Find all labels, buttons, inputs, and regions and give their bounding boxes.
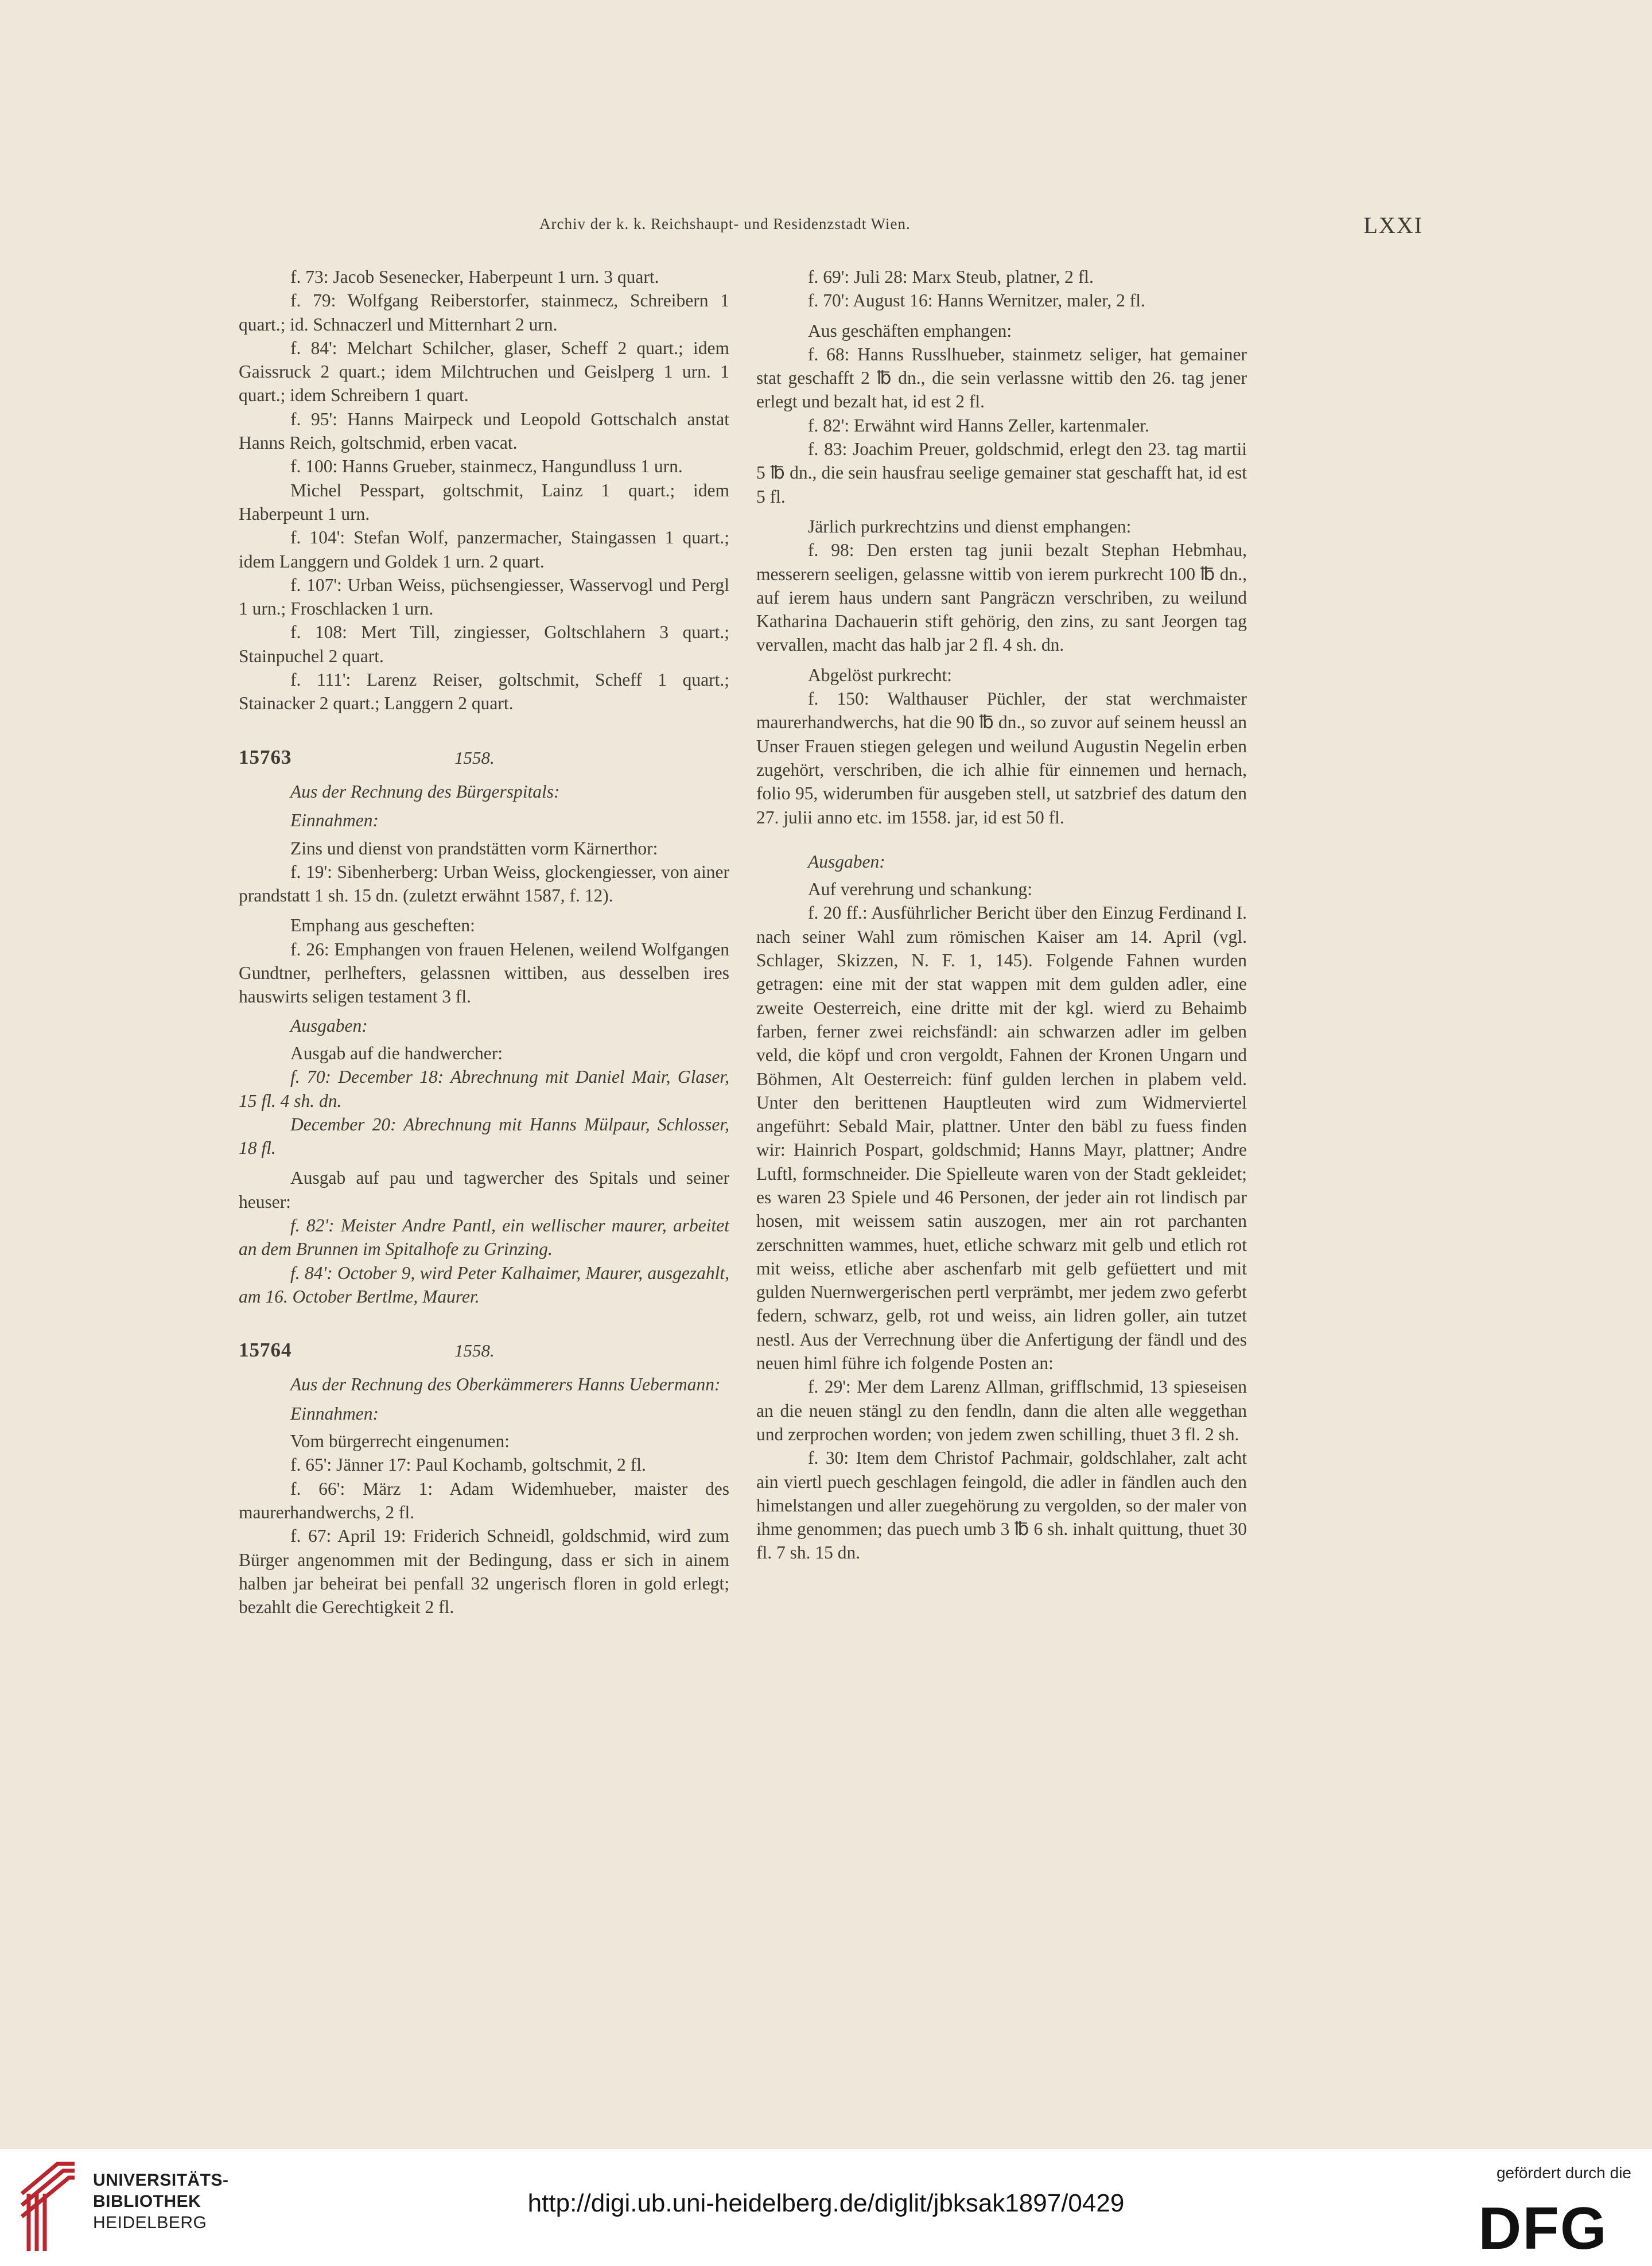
viewer-footer: [0, 2149, 1652, 2266]
left-para: f. 111': Larenz Reiser, goltschmit, Scheff 1 quart.; Stainacker 2 quart.; Langgern 2 quart.: [239, 670, 729, 714]
entry-number: 15764: [239, 1339, 292, 1362]
left-column: [239, 265, 729, 1619]
page-number: LXXI: [1363, 212, 1423, 238]
subheading: Ausgab auf pau und tagwercher des Spitals und seiner heuser:: [239, 1168, 729, 1212]
right-para: f. 98: Den ersten tag junii bezalt Stephan Hebmhau, messerern seeligen, gelassne wittib von ierem purkrecht 100 ℔ dn., auf ierem haus undern sant Pangräczn verschriben, zu weilund Katharina Dachauerin stift gehörig, den zins, zu sant Jeorgen tag vervallen, macht das halb jar 2 fl. 4 sh. dn.: [756, 540, 1247, 655]
right-para: f. 20 ff.: Ausführlicher Bericht über den Einzug Ferdinand I. nach seiner Wahl zum römischen Kaiser am 14. April (vgl. Schlager, Skizzen, N. F. 1, 145). Folgende Fahnen wurden getragen: eine mit der stat wappen mit dem gulden adler, eine zweite Oesterreich, eine dritte mit der kgl. wierd zu Behaimb farben, ferner zwei reichsfändl: ain schwarzen adler im gelben veld, die köpf und cron vergoldt, Fahnen der Kronen Ungarn und Böhmen, Alt Oesterreich: fünf gulden lerchen in plabem veld. Unter den berittenen Hauptleuten wird zum Widmerviertel angeführt: Sebald Mair, plattner. Unter den bäbl zu fuess finden wir: Hainrich Pospart, goldschmid; Hanns Mayr, plattner; Andre Luftl, formschneider. Die Spielleute waren von der Stadt gekleidet; es waren 23 Spiele und 46 Personen, der jeder ain rot lindisch par hosen, mit weissem satin auszogen, mer ain rot parchanten zerschnitten wammes, huet, etliche schwarz mit gelb und etlich rot mit weiss, etliche aber aschenfarb mit gelb gefüettert und mit gulden Nuernwergerischen pertl verprämbt, mer jedem zwo geferbt federn, schwarz, gelb, rot und weiss, ain lidren goller, ain tutzet nestl. Aus der Verrechnung über die Anfertigung der fändl und des neuen himl führe ich folgende Posten an:: [756, 903, 1247, 1374]
left-para: f. 67: April 19: Friderich Schneidl, goldschmid, wird zum Bürger angenommen mit der Bedingung, dass er sich in ainem halben jar beheirat bei penfall 32 ungerisch floren in gold erlegt; bezahlt die Gerechtigkeit 2 fl.: [239, 1526, 729, 1618]
dfg-logo-text: DFG: [1478, 2201, 1608, 2256]
entry-heading-15764: [239, 1338, 729, 1362]
subheading: Emphang aus gescheften:: [290, 915, 475, 936]
left-para: f. 108: Mert Till, zingiesser, Goltschlahern 3 quart.; Stainpuchel 2 quart.: [239, 622, 729, 666]
left-para: f. 100: Hanns Grueber, stainmecz, Hangundluss 1 urn.: [290, 456, 683, 477]
right-para: f. 30: Item dem Christof Pachmair, goldschlaher, zalt acht ain viertl puech geschlagen feingold, die adler in fändlen auch den himelstangen und aller zuegehörung zu vergolden, so der maler von ihme genommen; das puech umb 3 ℔ 6 sh. inhalt quittung, thuet 30 fl. 7 sh. 15 dn.: [756, 1448, 1247, 1563]
left-para: December 20: Abrechnung mit Hanns Mülpaur, Schlosser, 18 fl.: [239, 1114, 729, 1159]
right-para: f. 150: Walthauser Püchler, der stat werchmaister maurerhandwerchs, hat die 90 ℔ dn., so zuvor auf seinem heussl an Unser Frauen stiegen gelegen und weilund Augustin Negelin erben zugehört, verschriben, die ich alhie für einnemen und hernach, folio 95, widerumben für ausgeben stell, ut satzbrief des datum den 27. julii anno etc. im 1558. jar, id est 50 fl.: [756, 689, 1247, 827]
subheading: Järlich purkrechtzins und dienst emphangen:: [808, 516, 1132, 537]
section-einnahmen: Einnahmen:: [290, 810, 379, 831]
subheading: Zins und dienst von prandstätten vorm Kärnerthor:: [290, 838, 658, 858]
entry-year: 1558.: [454, 747, 495, 768]
source-note: Aus der Rechnung des Bürgerspitals:: [290, 781, 560, 802]
subheading: Auf verehrung und schankung:: [808, 879, 1033, 900]
funded-by-label: gefördert durch die: [1496, 2164, 1631, 2182]
left-para: f. 19': Sibenherberg: Urban Weiss, glockengiesser, von ainer prandstatt 1 sh. 15 dn. (zuletzt erwähnt 1587, f. 12).: [239, 861, 729, 906]
right-para: f. 70': August 16: Hanns Wernitzer, maler, 2 fl.: [808, 290, 1145, 311]
left-para: f. 65': Jänner 17: Paul Kochamb, goltschmit, 2 fl.: [290, 1455, 646, 1475]
section-ausgaben: Ausgaben:: [808, 851, 885, 872]
entry-number: 15763: [239, 745, 292, 768]
subheading: Aus geschäften emphangen:: [808, 320, 1012, 341]
right-para: f. 29': Mer dem Larenz Allman, grifflschmid, 13 spieseisen an die neuen stängl zu den fendln, dann die alten alle weggethan und zerprochen worden; von jedem zwen schilling, thuet 3 fl. 2 sh.: [756, 1377, 1247, 1444]
left-para: f. 104': Stefan Wolf, panzermacher, Staingassen 1 quart.; idem Langgern und Goldek 1 urn. 2 quart.: [239, 527, 729, 572]
subheading: Abgelöst purkrecht:: [808, 664, 953, 685]
left-para: f. 73: Jacob Sesenecker, Haberpeunt 1 urn. 3 quart.: [290, 267, 659, 287]
dfg-logo-icon: [1457, 2201, 1629, 2256]
left-para: f. 66': März 1: Adam Widemhueber, maister des maurerhandwerchs, 2 fl.: [239, 1478, 729, 1522]
right-para: f. 69': Juli 28: Marx Steub, platner, 2 fl.: [808, 267, 1094, 287]
left-para: f. 70: December 18: Abrechnung mit Daniel Mair, Glaser, 15 fl. 4 sh. dn.: [239, 1067, 729, 1111]
archive-title: Archiv der k. k. Reichshaupt- und Residenzstadt Wien.: [539, 215, 911, 232]
right-para: f. 68: Hanns Russlhueber, stainmetz seliger, hat gemainer stat geschafft 2 ℔ dn., die sein verlassne wittib den 26. tag jener erlegt und bezalt hat, id est 2 fl.: [756, 344, 1247, 412]
left-para: f. 79: Wolfgang Reiberstorfer, stainmecz, Schreibern 1 quart.; id. Schnaczerl und Mitternhart 2 urn.: [239, 290, 729, 335]
entry-heading-15763: [239, 745, 729, 769]
source-note: Aus der Rechnung des Oberkämmerers Hanns Uebermann:: [290, 1374, 721, 1395]
subheading: Vom bürgerrecht eingenumen:: [290, 1431, 510, 1452]
left-para: f. 84': Melchart Schilcher, glaser, Scheff 2 quart.; idem Gaissruck 2 quart.; idem Milchtruchen und Geislperg 1 urn. 1 quart.; idem Schreibern 1 quart.: [239, 337, 729, 406]
right-column: [756, 265, 1247, 1565]
left-para: Michel Pesspart, goltschmit, Lainz 1 quart.; idem Haberpeunt 1 urn.: [239, 480, 729, 524]
library-name-line: UNIVERSITÄTS-: [93, 2171, 229, 2190]
left-para: f. 95': Hanns Mairpeck und Leopold Gottschalch anstat Hanns Reich, goltschmid, erben vacat.: [239, 409, 729, 453]
library-name-line: BIBLIOTHEK: [93, 2192, 201, 2211]
right-para: f. 83: Joachim Preuer, goldschmid, erlegt den 23. tag martii 5 ℔ dn., die sein hausfrau seelige gemainer stat geschafft hat, id est 5 fl.: [756, 439, 1247, 507]
entry-year: 1558.: [454, 1340, 495, 1361]
left-para: f. 84': October 9, wird Peter Kalhaimer, Maurer, ausgezahlt, am 16. October Bertlme, Maurer.: [239, 1262, 729, 1307]
subheading: Ausgab auf die handwercher:: [290, 1043, 503, 1063]
section-einnahmen: Einnahmen:: [290, 1403, 379, 1424]
section-ausgaben: Ausgaben:: [290, 1015, 368, 1036]
left-para: f. 82': Meister Andre Pantl, ein wellischer maurer, arbeitet an dem Brunnen im Spitalhofe zu Grinzing.: [239, 1215, 729, 1260]
right-para: f. 82': Erwähnt wird Hanns Zeller, kartenmaler.: [808, 415, 1149, 436]
left-para: f. 26: Emphangen von frauen Helenen, weilend Wolfgangen Gundtner, perlhefters, gelassnen wittiben, aus desselben ires hauswirts seligen testament 3 fl.: [239, 939, 729, 1007]
left-para: f. 107': Urban Weiss, püchsengiesser, Wasservogl und Pergl 1 urn.; Froschlacken 1 urn.: [239, 574, 729, 619]
permalink-url[interactable]: http://digi.ub.uni-heidelberg.de/diglit/jbksak1897/0429: [527, 2189, 1125, 2217]
library-name-line: HEIDELBERG: [93, 2213, 207, 2232]
